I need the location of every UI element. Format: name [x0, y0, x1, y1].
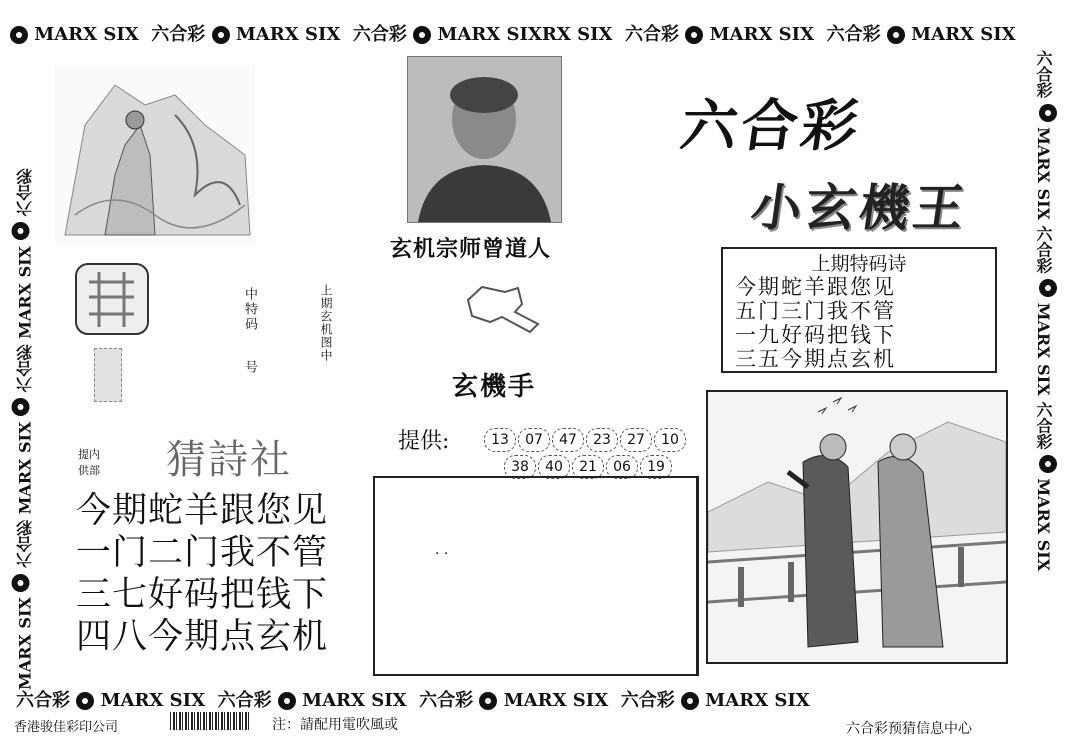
xuanji-puzzle-outline — [460, 282, 545, 337]
shishe-title: 猜詩社 — [166, 437, 292, 483]
shishe-poem — [76, 490, 328, 658]
flower-icon — [1039, 279, 1057, 297]
border-liuhecai: 六合彩 — [1034, 401, 1053, 450]
border-liuhecai: 六合彩 — [15, 168, 35, 217]
xuanjishou-title: 玄機手 — [452, 372, 537, 402]
flower-icon — [887, 26, 905, 44]
flower-icon — [479, 692, 497, 710]
right-border — [1032, 50, 1057, 690]
flower-icon — [12, 222, 30, 240]
border-liuhecai: 六合彩 — [1034, 225, 1053, 274]
border-marx-six: MARX SIX — [1034, 478, 1053, 572]
flower-icon — [12, 574, 30, 592]
barcode — [170, 712, 250, 730]
number-ball: 13 — [484, 428, 516, 452]
flower-icon — [1039, 455, 1057, 473]
portrait-caption: 玄机宗师曾道人 — [390, 236, 552, 262]
border-liuhecai: 六合彩 — [625, 24, 680, 45]
border-marx-six: MARX SIX — [100, 690, 206, 711]
number-ball: 07 — [518, 428, 550, 452]
border-liuhecai: 六合彩 — [151, 24, 206, 45]
border-liuhecai: 六合彩 — [352, 24, 407, 45]
number-ball: 38 — [504, 455, 536, 479]
border-marx-six: MARX SIX — [302, 690, 407, 711]
last-poem-line-2: 五门三门我不管 — [735, 299, 896, 323]
flower-icon — [681, 692, 699, 710]
main-title: 六合彩 — [676, 94, 866, 159]
last-poem-title: 上期特码诗 — [811, 253, 907, 275]
last-poem-line-3: 一九好码把钱下 — [735, 323, 896, 347]
border-marx-six: MARX SIX — [911, 24, 1016, 45]
master-portrait — [407, 56, 562, 223]
top-border — [10, 20, 1016, 46]
border-marx-six: MARX SIX — [15, 597, 35, 690]
border-marx-six: MARX SIX — [1034, 127, 1053, 221]
flower-icon — [76, 692, 94, 710]
hermit-illustration — [55, 65, 255, 245]
zhongtema-label: 中特码 — [242, 287, 257, 332]
border-liuhecai: 六合彩 — [1034, 50, 1053, 98]
number-ball: 27 — [620, 428, 652, 452]
number-ball: 06 — [606, 455, 638, 479]
border-liuhecai: 六合彩 — [826, 24, 881, 45]
border-liuhecai: 六合彩 — [217, 690, 272, 711]
main-subtitle: 小玄機王 — [747, 179, 972, 237]
shangqi-label: 上期玄机图中 — [319, 284, 333, 362]
border-liuhecai: 六合彩 — [16, 690, 70, 711]
flower-icon — [1039, 104, 1057, 122]
footer-notice: 注：請配用電吹風或 — [272, 717, 398, 733]
shishe-line-2: 一门二门我不管 — [76, 533, 329, 573]
flower-icon — [685, 26, 703, 44]
shishe-line-1: 今期蛇羊跟您见 — [76, 491, 329, 531]
flower-icon — [212, 26, 230, 44]
hao-label: 号 — [242, 360, 257, 373]
dots: . . — [435, 542, 449, 558]
bottom-border — [16, 686, 810, 712]
flower-icon — [12, 398, 30, 416]
border-marx-six: MARX SIX — [1034, 302, 1053, 396]
footer-company: 香港骏佳彩印公司 — [14, 720, 119, 735]
number-ball: 21 — [572, 455, 604, 479]
provide-label: 提供: — [398, 429, 450, 454]
flower-icon — [10, 26, 28, 44]
border-liuhecai: 六合彩 — [15, 344, 35, 393]
border-marx-six: MARX SIX — [15, 245, 35, 339]
scholars-illustration — [706, 390, 1008, 664]
border-liuhecai: 六合彩 — [419, 690, 474, 711]
border-marx-six: MARX SIX — [34, 24, 139, 45]
last-poem-line-1: 今期蛇羊跟您见 — [735, 275, 896, 299]
small-stamp — [94, 348, 122, 402]
border-marx-six: MARX SIX — [235, 24, 341, 45]
border-marx-six: MARX SIX — [705, 690, 810, 711]
shishe-small-label-1: 提内 — [78, 448, 100, 461]
border-marx-six: MARX SIX — [503, 690, 609, 711]
number-ball: 19 — [640, 455, 672, 479]
flower-icon — [413, 26, 431, 44]
footer-center-name: 六合彩预猜信息中心 — [846, 721, 972, 737]
last-poem-line-4: 三五今期点玄机 — [735, 347, 896, 371]
blank-scratch-box — [373, 476, 699, 676]
border-marx-six: MARX SIX — [15, 421, 35, 515]
border-liuhecai: 六合彩 — [620, 690, 675, 711]
number-ball: 40 — [538, 455, 570, 479]
seal-stamp — [74, 262, 150, 336]
border-liuhecai: 六合彩 — [15, 519, 35, 568]
number-ball: 47 — [552, 428, 584, 452]
border-marx-six-alt: MARX SIXRX SIX — [437, 24, 613, 45]
left-border — [12, 50, 37, 690]
numbers-row-1 — [484, 428, 688, 452]
shishe-small-label-2: 供部 — [78, 464, 100, 477]
flower-icon — [278, 692, 296, 710]
number-ball: 10 — [654, 428, 686, 452]
shishe-line-3: 三七好码把钱下 — [76, 575, 329, 615]
shishe-line-4: 四八今期点玄机 — [76, 617, 329, 657]
number-ball: 23 — [586, 428, 618, 452]
border-marx-six: MARX SIX — [709, 24, 815, 45]
last-period-poem — [721, 247, 997, 373]
